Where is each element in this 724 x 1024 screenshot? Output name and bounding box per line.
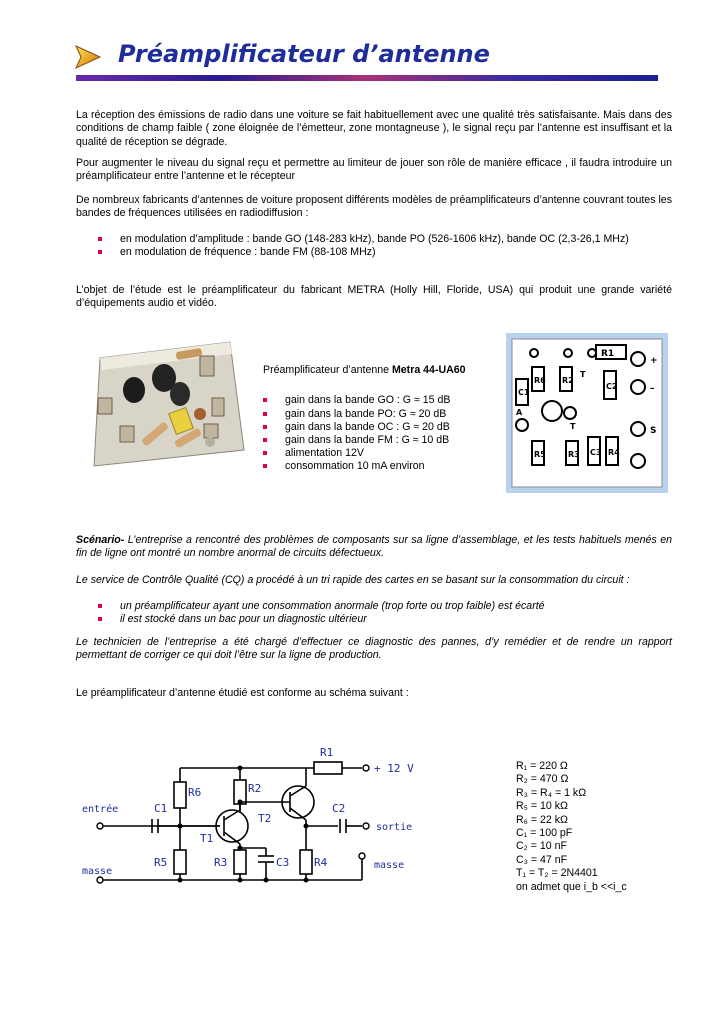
- layout-label-c3: C3: [590, 448, 602, 457]
- bands-list: [98, 233, 678, 260]
- schematic-label-r2: R2: [248, 782, 262, 795]
- technicien-paragraph: Le technicien de l’entreprise a été chargé d’effectuer ce diagnostic des pannes, d’y remédier et de rendre un rapport permettant de corriger ce qui doit l’être sur la ligne de production.: [76, 636, 672, 662]
- layout-label-t-top: T: [580, 370, 586, 379]
- value-r5: R₅ = 10 kΩ: [516, 800, 568, 813]
- layout-label-c2: C2: [606, 382, 618, 391]
- value-c2: C₂ = 10 nF: [516, 840, 567, 853]
- list-item: en modulation de fréquence : bande FM (88-108 MHz): [98, 246, 678, 259]
- r1-symbol: [314, 762, 342, 774]
- component-values: [516, 760, 627, 894]
- schematic-label-r3: R3: [214, 856, 228, 869]
- list-item: gain dans la bande OC : G ≈ 20 dB: [263, 421, 503, 434]
- scenario-paragraph: Scénario- L’entreprise a rencontré des problèmes de composants sur sa ligne d’assemblage, et les tests habituels menés en fin de ligne ont montré un nombre anormal de circuits défectueux.: [76, 534, 672, 560]
- schematic-label-masse-right: masse: [374, 860, 405, 871]
- bullet-icon: [263, 425, 267, 429]
- objet-paragraph: L’objet de l’étude est le préamplificateur du fabricant METRA (Holly Hill, Floride, USA) qui produit une grande variété d’équipements audio et vidéo.: [76, 284, 672, 310]
- intro-paragraph-3: De nombreux fabricants d’antennes de voiture proposent différents modèles de préamplificateurs d’antenne couvrant toutes les bandes de fréquences utilisées en radiodiffusion :: [76, 194, 672, 220]
- schematic-label-c3: C3: [276, 856, 290, 869]
- schematic-label-t2: T2: [258, 812, 272, 825]
- list-item: alimentation 12V: [263, 447, 503, 460]
- bullet-icon: [98, 237, 102, 241]
- schematic-label-sortie: sortie: [376, 822, 413, 833]
- value-r2: R₂ = 470 Ω: [516, 773, 569, 786]
- product-specs: [263, 364, 503, 474]
- schematic-label-r5: R5: [154, 856, 168, 869]
- schematic-label-masse-left: masse: [82, 866, 113, 877]
- list-item: consommation 10 mA environ: [263, 460, 503, 473]
- value-assumption: on admet que i_b <<i_c: [516, 880, 627, 893]
- specs-list: [263, 394, 503, 473]
- bullet-icon: [263, 451, 267, 455]
- page-title: Préamplificateur d’antenne: [118, 40, 490, 68]
- schematic-label-t1: T1: [200, 832, 214, 845]
- schematic-label-r6: R6: [188, 786, 202, 799]
- value-r3-r4: R₃ = R₄ = 1 kΩ: [516, 786, 587, 799]
- product-caption: Préamplificateur d’antenne Metra 44-UA60: [263, 364, 466, 376]
- schematic-label-r1: R1: [320, 746, 334, 759]
- circuit-schematic: [80, 740, 440, 890]
- value-r6: R₆ = 22 kΩ: [516, 813, 568, 826]
- layout-label-a: A: [516, 408, 523, 417]
- layout-label-r1: R1: [601, 349, 615, 359]
- bullet-icon: [98, 617, 102, 621]
- layout-label-plus: +: [650, 356, 658, 366]
- list-item: il est stocké dans un bac pour un diagnostic ultérieur: [98, 613, 678, 626]
- scenario-list: [98, 600, 678, 627]
- title-divider: [76, 75, 658, 81]
- list-item: gain dans la bande FM : G ≈ 10 dB: [263, 434, 503, 447]
- schematic-label-c2: C2: [332, 802, 346, 815]
- value-r1: R₁ = 220 Ω: [516, 760, 568, 772]
- schematic-label-c1: C1: [154, 802, 168, 815]
- schematic-label-vcc: + 12 V: [374, 762, 414, 775]
- entree-terminal: [97, 823, 103, 829]
- layout-label-r5: R5: [534, 450, 546, 459]
- schematic-label-entree: entrée: [82, 804, 119, 815]
- layout-label-r2: R2: [562, 376, 574, 385]
- value-c1: C₁ = 100 pF: [516, 827, 573, 840]
- layout-label-r6: R6: [534, 376, 546, 385]
- list-item: un préamplificateur ayant une consommation anormale (trop forte ou trop faible) est écarté: [98, 600, 678, 613]
- intro-paragraph-2: Pour augmenter le niveau du signal reçu et permettre au limiteur de jouer son rôle de manière efficace , il faudra introduire un préamplificateur entre l’antenne et le récepteur: [76, 157, 672, 183]
- layout-label-minus: –: [650, 384, 655, 394]
- masse-left-terminal: [97, 877, 103, 883]
- schematic-label-r4: R4: [314, 856, 328, 869]
- bullet-icon: [263, 412, 267, 416]
- arrow-icon: [74, 44, 102, 70]
- bullet-icon: [263, 464, 267, 468]
- value-c3: C₃ = 47 nF: [516, 853, 568, 866]
- sortie-terminal: [363, 823, 369, 829]
- board-photo: [80, 338, 246, 468]
- layout-label-t: T: [570, 422, 576, 431]
- layout-label-s: S: [650, 426, 657, 436]
- vcc-terminal: [363, 765, 369, 771]
- list-item: en modulation d’amplitude : bande GO (148-283 kHz), bande PO (526-1606 kHz), bande OC (2,3-26,1 MHz): [98, 233, 678, 246]
- masse-right-terminal: [359, 853, 365, 859]
- list-item: gain dans la bande GO : G ≈ 15 dB: [263, 394, 503, 407]
- layout-label-c1: C1: [518, 388, 530, 397]
- layout-label-r3: R3: [568, 450, 580, 459]
- layout-label-r4: R4: [608, 448, 620, 457]
- cq-paragraph: Le service de Contrôle Qualité (CQ) a procédé à un tri rapide des cartes en se basant sur la consommation du circuit :: [76, 574, 630, 586]
- value-transistors: T₁ = T₂ = 2N4401: [516, 867, 598, 880]
- bullet-icon: [263, 438, 267, 442]
- pcb-layout-drawing: [506, 333, 668, 493]
- bullet-icon: [98, 604, 102, 608]
- conforme-paragraph: Le préamplificateur d’antenne étudié est conforme au schéma suivant :: [76, 687, 409, 699]
- intro-paragraph-1: La réception des émissions de radio dans une voiture se fait habituellement avec une qualité très satisfaisante. Mais dans des conditions de champ faible ( zone éloignée de l’émetteur, zone montagneuse ), le signal reçu par l’antenne est insuffisant et la qualité de réception se dégrade.: [76, 109, 672, 148]
- bullet-icon: [98, 250, 102, 254]
- list-item: gain dans la bande PO: G ≈ 20 dB: [263, 408, 503, 421]
- bullet-icon: [263, 398, 267, 402]
